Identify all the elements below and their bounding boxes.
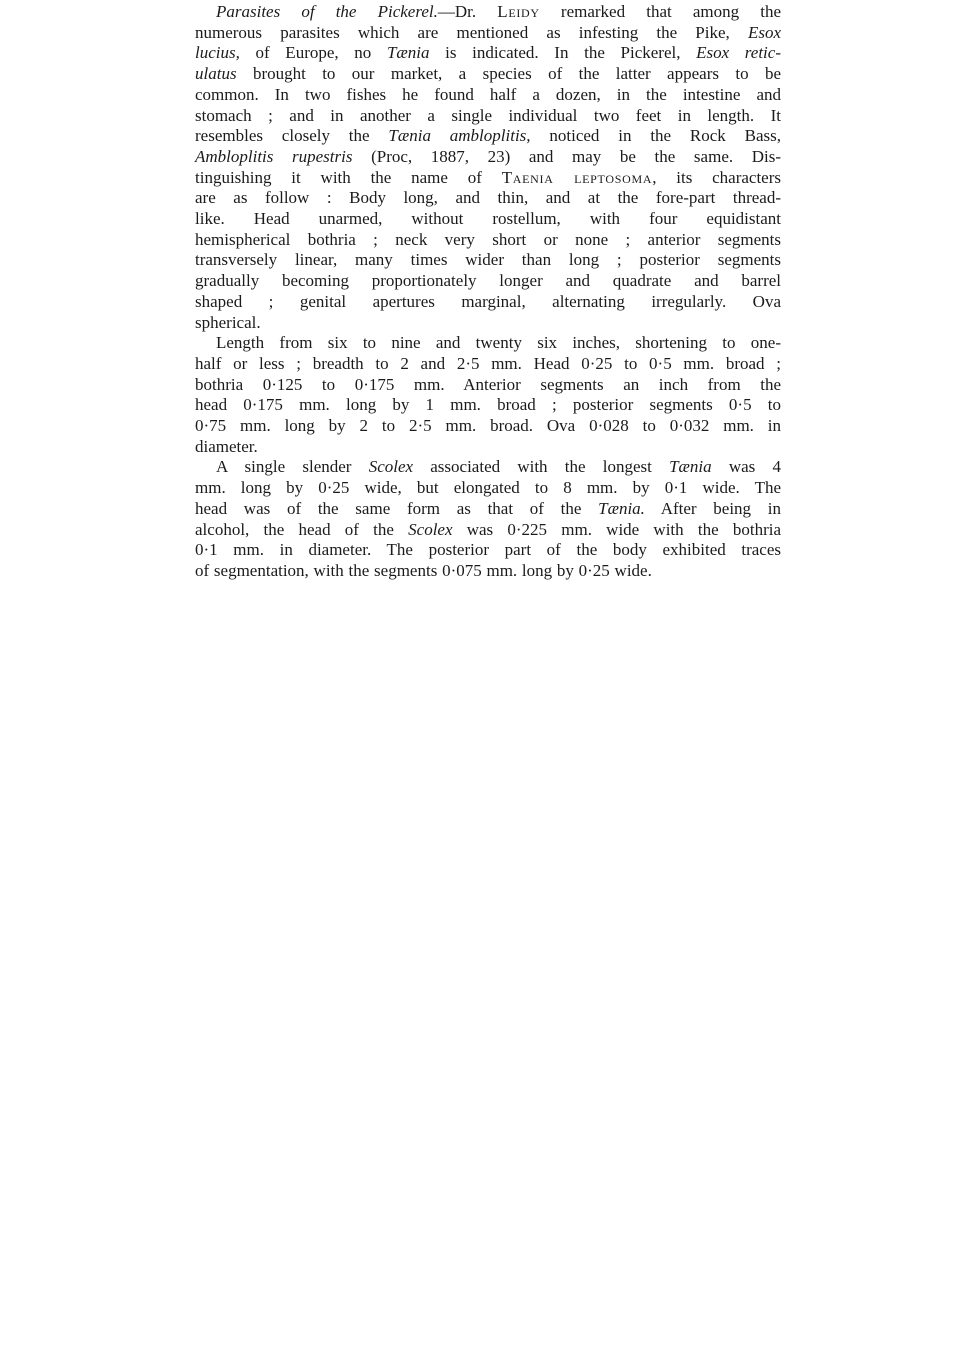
text-run-normal: was 4 <box>711 457 781 477</box>
text-run-normal: stomach ; and in another a single individual two feet in length. It <box>195 105 781 125</box>
text-run-normal: After being in <box>644 498 781 518</box>
text-run-normal: diameter. <box>195 436 258 456</box>
text-line <box>195 478 781 499</box>
text-run-normal: mm. long by 0·25 wide, but elongated to 8 mm. by 0·1 wide. The <box>195 478 781 498</box>
text-run-normal: shaped ; genital apertures marginal, alternating irregularly. Ova <box>195 291 781 311</box>
text-line <box>195 292 781 313</box>
text-line <box>195 499 781 520</box>
text-run-normal: are as follow : Body long, and thin, and at the fore-part thread- <box>195 188 781 208</box>
text-run-normal: of Europe, no <box>239 43 387 63</box>
text-line <box>195 2 781 23</box>
text-run-normal: like. Head unarmed, without rostellum, with four equidistant <box>195 209 781 229</box>
text-run-normal: gradually becoming proportionately longer and quadrate and barrel <box>195 271 781 291</box>
text-run-normal: is indicated. In the Pickerel, <box>429 43 697 63</box>
text-run-normal: noticed in the Rock Bass, <box>530 126 782 146</box>
text-run-smallcaps: Leidy <box>497 2 540 21</box>
text-run-italic: Parasites of the Pickerel. <box>216 2 438 21</box>
text-run-normal: —Dr. <box>437 2 498 21</box>
text-line <box>195 354 781 375</box>
text-run-italic: lucius, <box>195 43 240 63</box>
text-run-smallcaps: Taenia leptosoma <box>501 167 653 187</box>
text-line <box>195 416 781 437</box>
text-run-normal: head 0·175 mm. long by 1 mm. broad ; posterior segments 0·5 to <box>195 395 781 415</box>
text-line <box>195 168 781 189</box>
text-run-normal: (Proc, 1887, 23) and may be the same. Dis- <box>352 146 781 166</box>
text-run-normal: 0·75 mm. long by 2 to 2·5 mm. broad. Ova 0·028 to 0·032 mm. in <box>195 416 781 436</box>
text-run-normal: common. In two fishes he found half a dozen, in the intestine and <box>195 84 781 104</box>
text-run-normal: bothria 0·125 to 0·175 mm. Anterior segments an inch from the <box>195 374 781 394</box>
text-run-italic: Tænia ambloplitis, <box>388 126 531 146</box>
text-run-normal: 0·1 mm. in diameter. The posterior part of the body exhibited traces <box>195 540 781 560</box>
text-run-normal: spherical. <box>195 312 261 332</box>
text-line <box>195 250 781 271</box>
text-run-normal: of segmentation, with the segments 0·075 mm. long by 0·25 wide. <box>195 560 652 580</box>
text-line <box>195 540 781 561</box>
text-run-italic: Scolex <box>368 457 414 477</box>
text-run-normal: associated with the longest <box>413 457 670 477</box>
text-run-normal: transversely linear, many times wider than long ; posterior segments <box>195 250 781 270</box>
text-run-normal: remarked that among the <box>539 2 781 21</box>
text-line <box>195 375 781 396</box>
text-run-italic: Ambloplitis rupestris <box>195 146 353 166</box>
text-line <box>195 457 781 478</box>
text-run-normal: tinguishing it with the name of <box>195 167 502 187</box>
text-run-italic: Tænia <box>669 457 712 477</box>
text-line <box>195 85 781 106</box>
text-column <box>195 2 781 582</box>
paragraph-parasites-intro <box>195 2 781 333</box>
paragraph-scolex <box>195 457 781 581</box>
text-run-normal: numerous parasites which are mentioned as infesting the Pike, <box>195 22 748 42</box>
text-run-normal: brought to our market, a species of the latter appears to be <box>236 64 781 84</box>
text-line <box>195 64 781 85</box>
text-line <box>195 147 781 168</box>
text-line <box>195 333 781 354</box>
text-run-italic: Tænia <box>386 43 430 63</box>
text-run-italic: Scolex <box>408 519 453 539</box>
text-run-normal: alcohol, the head of the <box>195 519 409 539</box>
text-line <box>195 520 781 541</box>
text-run-normal: , its characters <box>652 167 781 187</box>
text-run-normal: resembles closely the <box>195 126 389 146</box>
text-run-normal: half or less ; breadth to 2 and 2·5 mm. Head 0·25 to 0·5 mm. broad ; <box>195 353 781 373</box>
paragraph-measurements <box>195 333 781 457</box>
text-line <box>195 271 781 292</box>
text-run-normal: Length from six to nine and twenty six inches, shortening to one- <box>216 333 781 353</box>
text-line <box>195 313 781 334</box>
text-line <box>195 43 781 64</box>
text-run-normal: head was of the same form as that of the <box>195 498 599 518</box>
text-run-normal: was 0·225 mm. wide with the bothria <box>452 519 781 539</box>
text-run-italic: ulatus <box>195 64 237 84</box>
text-run-italic: Tænia. <box>598 498 645 518</box>
text-run-normal: A single slender <box>216 457 369 477</box>
text-line <box>195 23 781 44</box>
text-line <box>195 561 781 582</box>
text-line <box>195 230 781 251</box>
text-line <box>195 126 781 147</box>
text-line <box>195 395 781 416</box>
text-run-italic: Esox retic- <box>696 43 781 63</box>
text-line <box>195 188 781 209</box>
text-line <box>195 209 781 230</box>
text-run-italic: Esox <box>747 22 781 42</box>
text-line <box>195 106 781 127</box>
text-line <box>195 437 781 458</box>
text-run-normal: hemispherical bothria ; neck very short or none ; anterior segments <box>195 229 781 249</box>
